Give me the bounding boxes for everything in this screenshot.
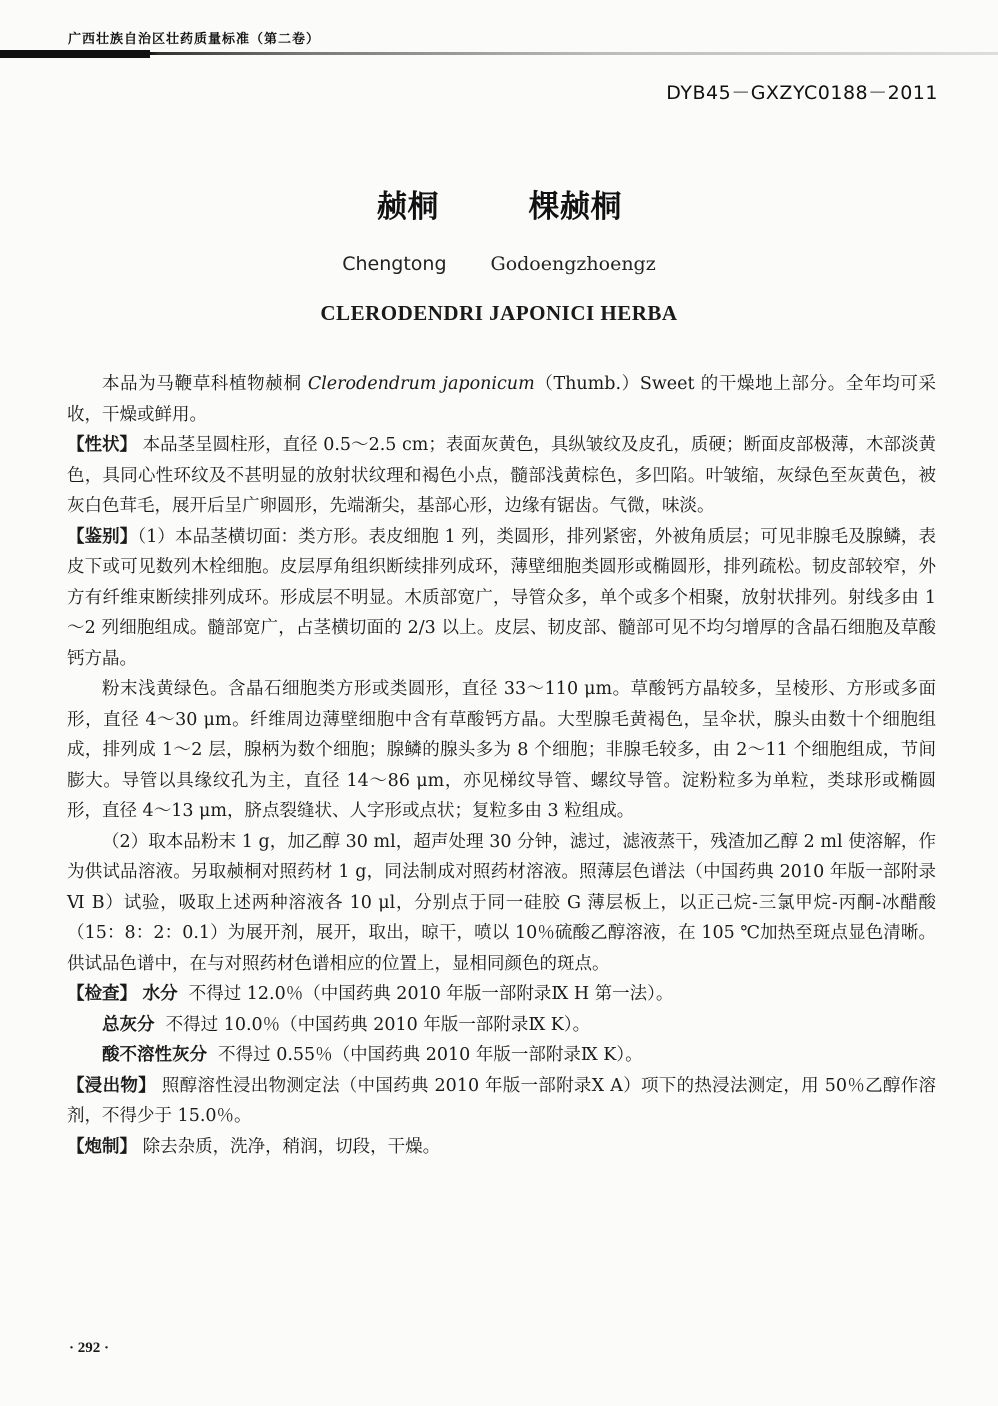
standard-code: DYB45－GXZYC0188－2011 [666, 82, 938, 104]
header-rule [0, 52, 998, 55]
powder-paragraph: 粉末浅黄绿色。含晶石细胞类方形或类圆形，直径 33～110 μm。草酸钙方晶较多，呈棱形、方形或多面形，直径 4～30 μm。纤维周边薄壁细胞中含有草酸钙方晶。大型腺毛黄褐色，呈伞状，腺头由数十个细胞组成，排列成 1～2 层，腺柄为数个细胞；腺鳞的腺头多为 8 个细胞；非腺毛较多，由 2～11 个细胞组成，节间膨大。导管以具缘纹孔为主，直径 14～86 μm，亦见梯纹导管、螺纹导管。淀粉粒多为单粒，类球形或椭圆形，直径 4～13 μm，脐点裂缝状、人字形或点状；复粒多由 3 粒组成。 [67, 679, 936, 821]
pinyin-name: Chengtong [342, 253, 447, 275]
zhuang-name: 棵赪桐 [528, 189, 622, 225]
tlc-paragraph: （2）取本品粉末 1 g，加乙醇 30 ml，超声处理 30 分钟，滤过，滤液蒸干，残渣加乙醇 2 ml 使溶解，作为供试品溶液。另取赪桐对照药材 1 g，同法制成对照药材溶液。照薄层色谱法（中国药典 2010 年版一部附录Ⅵ B）试验，吸取上述两种溶液各 10 μl，分别点于同一硅胶 G 薄层板上，以正己烷-三氯甲烷-丙酮-冰醋酸（15：8：2：0.1）为展开剂，展开，取出，晾干，喷以 10％硫酸乙醇溶液，在 105 ℃加热至斑点显色清晰。供试品色谱中，在与对照药材色谱相应的位置上，显相同颜色的斑点。 [67, 831, 936, 974]
identification-label: 【鉴别】 [67, 526, 138, 547]
acid-ash-line: 酸不溶性灰分 不得过 0.55％（中国药典 2010 年版一部附录Ⅸ K）。 [102, 1045, 643, 1065]
total-ash-line: 总灰分 不得过 10.0％（中国药典 2010 年版一部附录Ⅸ K）。 [102, 1014, 591, 1035]
character-label: 【性状】 [67, 435, 138, 455]
page-number: · 292 · [69, 1340, 110, 1356]
pinyin-line [0, 253, 998, 275]
page-title [0, 181, 998, 226]
running-header: 广西壮族自治区壮药质量标准（第二卷） [68, 32, 321, 47]
identification-section: 【鉴别】（1）本品茎横切面：类方形。表皮细胞 1 列，类圆形，排列紧密，外被角质层；可见非腺毛及腺鳞，表皮下或可见数列木栓细胞。皮层厚角组织断续排列成环，薄壁细胞类圆形或椭圆形，排列疏松。韧皮部较窄，外方有纤维束断续排列成环。形成层不明显。木质部宽广，导管众多，单个或多个相聚，放射状排列。射线多由 1～2 列细胞组成。髓部宽广，占茎横切面的 2/3 以上。皮层、韧皮部、髓部可见不均匀增厚的含晶石细胞及草酸钙方晶。 [67, 526, 937, 669]
intro-paragraph: 本品为马鞭草科植物赪桐 Clerodendrum japonicum（Thumb.）Sweet 的干燥地上部分。全年均可采收，干燥或鲜用。 [67, 374, 936, 425]
latin-name: CLERODENDRI JAPONICI HERBA [320, 301, 678, 325]
species-name: Clerodendrum japonicum [307, 374, 535, 394]
extract-section: 【浸出物】 照醇溶性浸出物测定法（中国药典 2010 年版一部附录Ⅹ A）项下的热浸法测定，用 50％乙醇作溶剂，不得少于 15.0％。 [67, 1075, 936, 1126]
processing-label: 【炮制】 [67, 1136, 137, 1157]
chinese-name: 赪桐 [376, 189, 439, 225]
zhuang-pinyin-name: Godoengzhoengz [490, 253, 656, 275]
character-section: 【性状】 本品茎呈圆柱形，直径 0.5～2.5 cm；表面灰黄色，具纵皱纹及皮孔，质硬；断面皮部极薄，木部淡黄色，具同心性环纹及不甚明显的放射状纹理和褐色小点，髓部浅黄棕色，多凹陷。叶皱缩，灰绿色至灰黄色，被灰白色茸毛，展开后呈广卵圆形，先端渐尖，基部心形，边缘有锯齿。气微，味淡。 [67, 435, 936, 516]
extract-label: 【浸出物】 [67, 1075, 156, 1096]
monograph-body [67, 369, 936, 1162]
processing-section: 【炮制】 除去杂质，洗净，稍润，切段，干燥。 [67, 1136, 441, 1157]
water-label: 水分 [142, 984, 178, 1004]
inspection-section: 【检查】 水分 不得过 12.0％（中国药典 2010 年版一部附录Ⅸ H 第一法）。 [67, 984, 674, 1004]
inspection-label: 【检查】 [67, 984, 137, 1004]
